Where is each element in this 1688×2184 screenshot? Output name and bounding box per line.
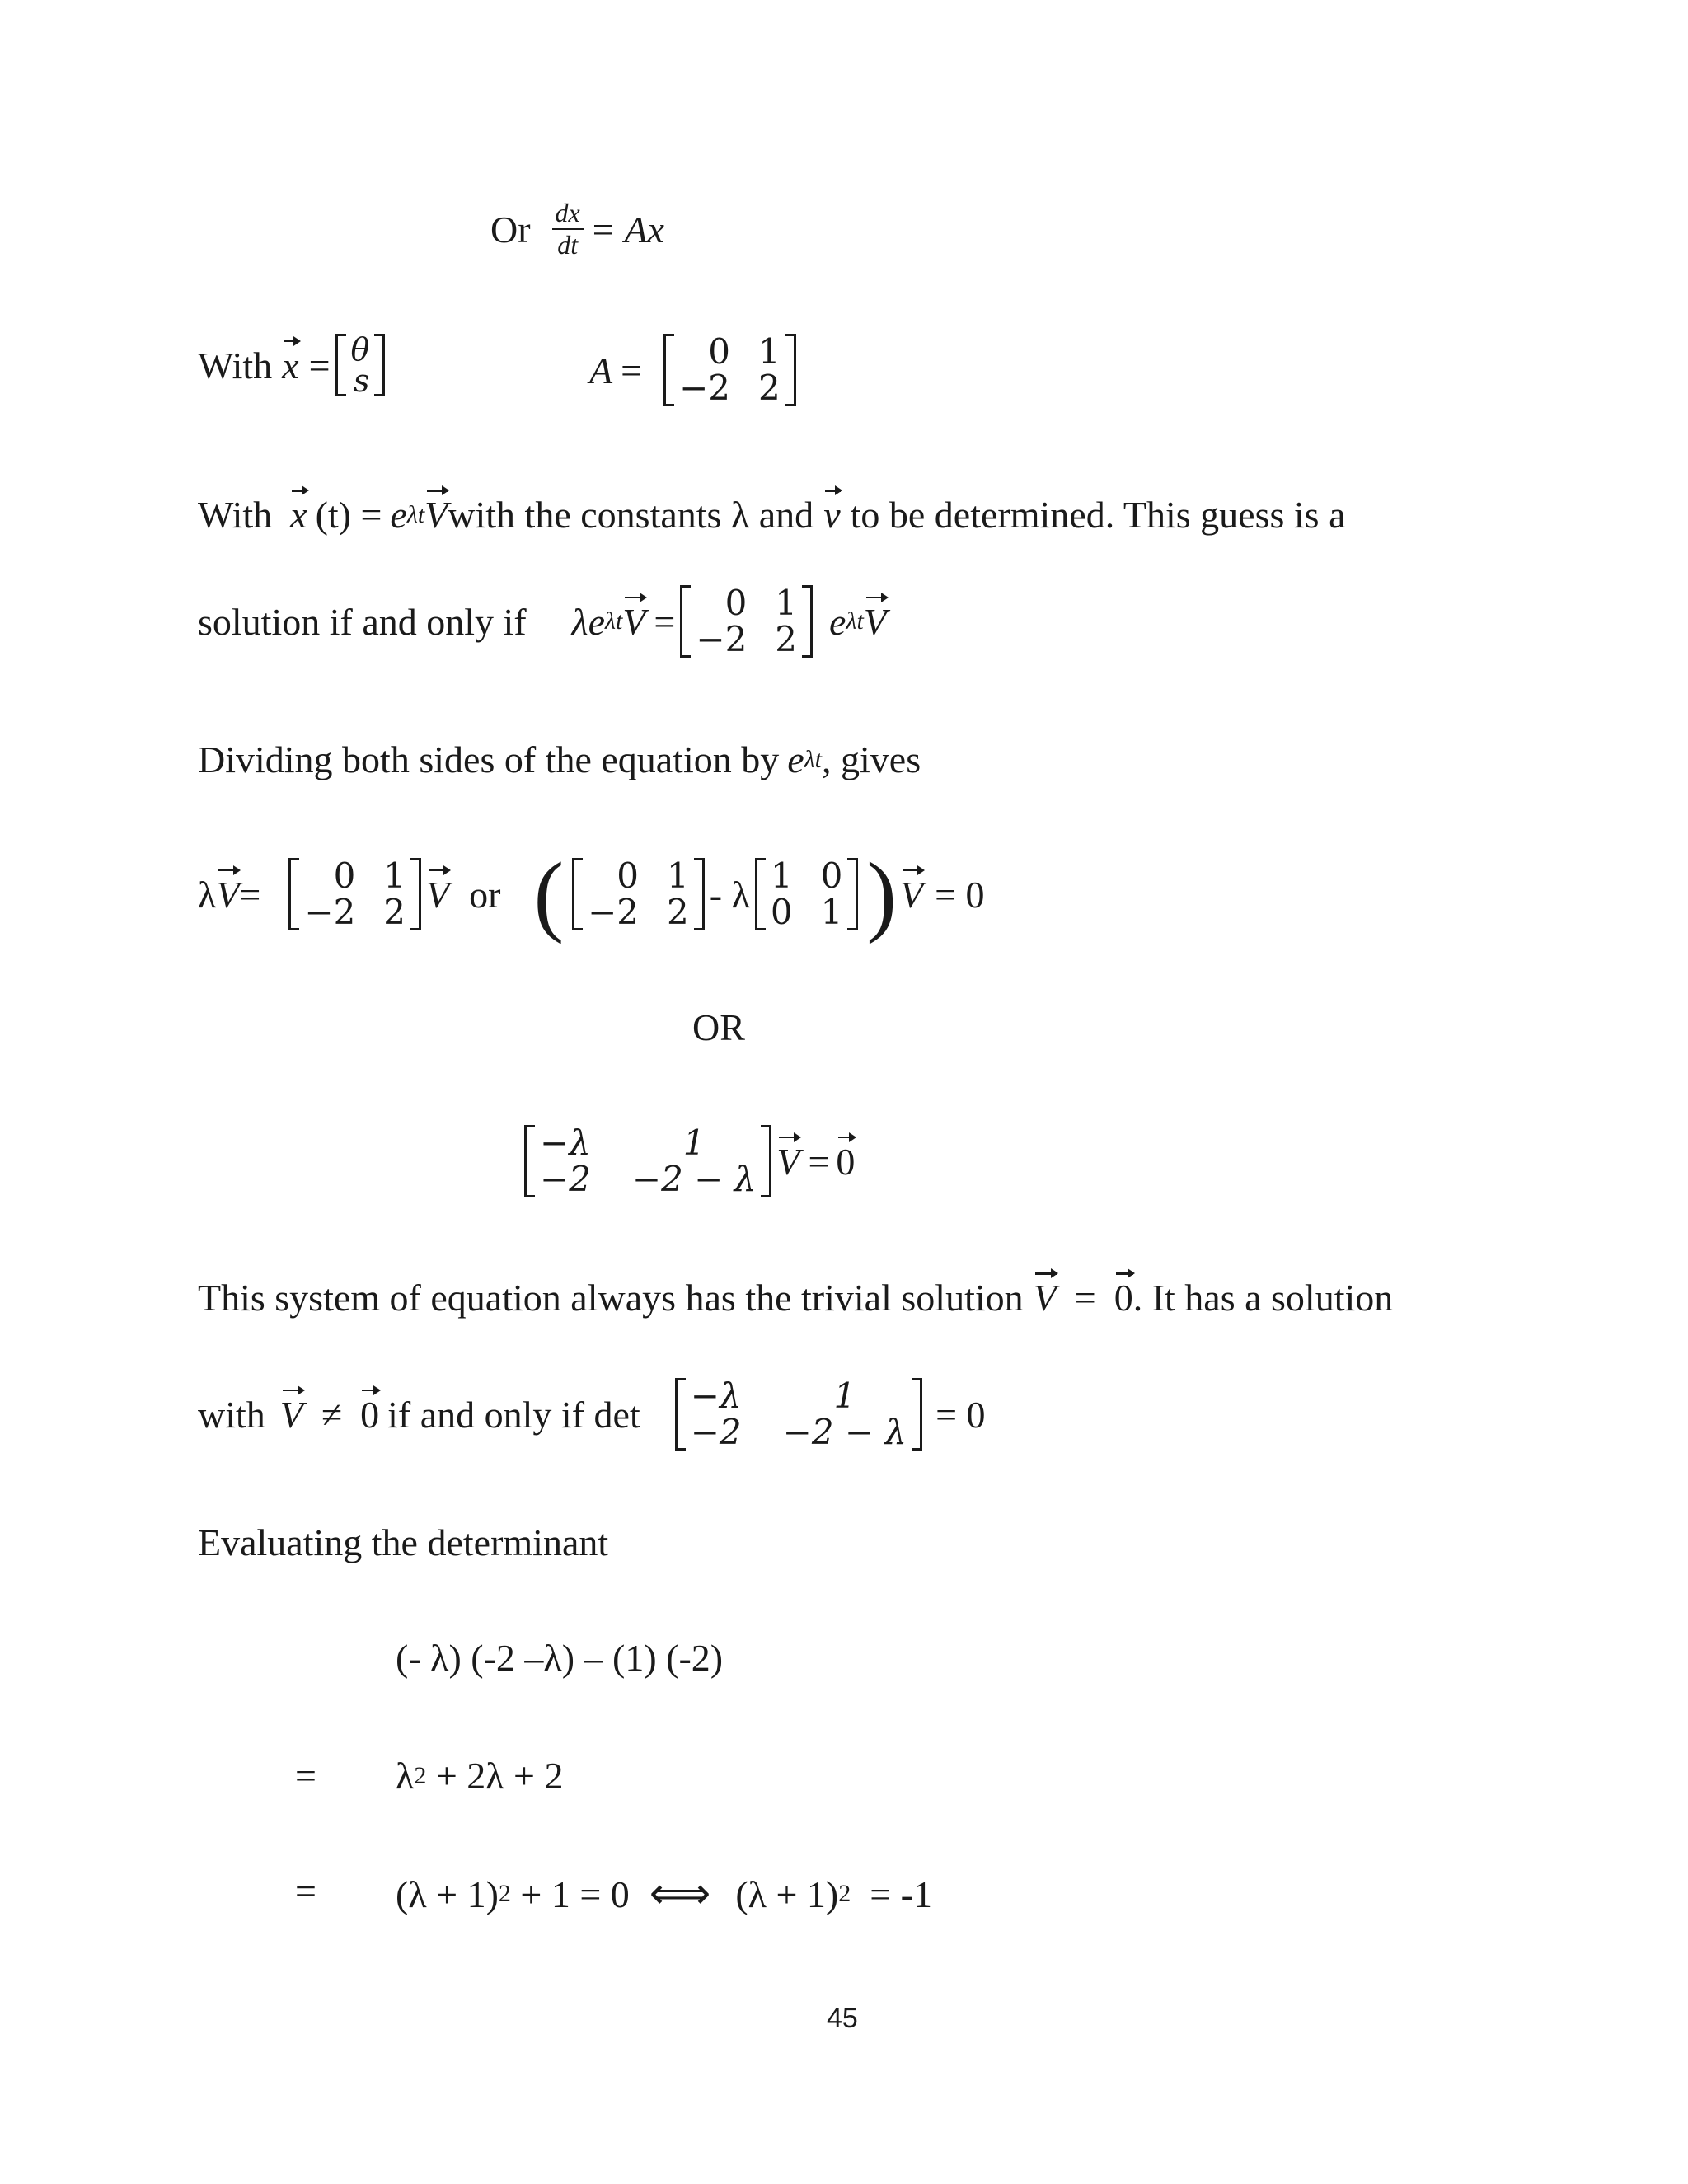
matrix-entry: 1 [770,855,793,896]
matrix-entry: −2 − λ [782,1412,907,1452]
not-equal-sign: ≠ [321,1393,343,1436]
v-vector: V [279,1393,303,1436]
matrix-entry: −2 [540,1159,591,1199]
equation-rhs: = Ax [589,208,664,251]
matrix-entry: 0 [333,855,356,896]
equivalence-arrow: ⟺ [649,1869,711,1919]
matrix-entry: 2 [667,892,689,932]
lambda-exp: λe [571,600,605,643]
exponent: λt [406,500,425,528]
exponential-base: e [787,738,804,780]
completed-square: (λ + 1) [735,1872,839,1915]
text-segment: to be determined. This guess is a [850,494,1346,536]
matrix-entry: 2 [775,619,798,659]
matrix-entry: 0 [770,892,793,932]
derivative-fraction [552,198,584,260]
paragraph-line-11 [198,1521,608,1564]
lambda-symbol: λ [396,1755,415,1797]
paragraph-line-10 [198,1378,986,1451]
exponent: λt [846,607,864,635]
equation-line-8 [519,1122,856,1199]
paragraph-line-5 [198,738,921,781]
matrix-entry: −2 [304,892,356,932]
or-separator [692,1005,745,1049]
exponential-base: e [390,494,407,536]
zero-vector: 0 [360,1393,380,1436]
v-vector: V [863,600,887,643]
or-text: Or [490,208,531,251]
exponent: 2 [414,1761,427,1789]
equation-line-13 [396,1754,564,1797]
state-vector [335,331,386,399]
lambda-symbol: λ [198,873,217,916]
matrix-entry: −2 [588,892,640,932]
matrix-entry: 1 [383,855,406,896]
exponent: 2 [498,1880,511,1907]
equals-sign: = [295,1755,316,1797]
polynomial-rest: + 2λ + 2 [426,1755,564,1797]
text-segment: This system of equation always has the trivial solution [198,1277,1024,1319]
text-segment: Dividing both sides of the equation by [198,738,780,780]
matrix-entry: 1 [757,331,781,372]
or-text: OR [692,1006,745,1048]
text-segment: with the constants λ and [448,494,814,536]
theta-entry: θ [350,331,370,368]
matrix-entry: 1 [682,1122,706,1163]
with-text: With [198,494,273,536]
text-segment: solution if and only if [198,600,527,643]
matrix-entry: −2 [696,619,748,659]
v-vector: V [424,494,448,536]
equals-marker [295,1869,316,1913]
equation-line-14 [396,1869,932,1919]
x-vector: x [282,344,299,387]
fraction-numerator: dx [552,198,584,230]
matrix-entry: 0 [708,331,730,372]
right-paren: ) [866,844,897,944]
with-text: with [198,1393,265,1436]
or-text: or [469,873,501,916]
matrix-entry: −2 [690,1412,742,1452]
equals-sign: = [621,349,643,391]
matrix-a-definition [589,331,801,408]
equals-marker [295,1754,316,1797]
v-vector: V [622,600,646,643]
v-vector: V [900,873,924,916]
equals-sign: = [654,600,676,643]
text-segment: , gives [822,738,921,780]
equals-sign: = [1074,1277,1096,1319]
v-vector-small: v [823,494,841,536]
matrix-entry: 0 [617,855,640,896]
equation-end: = -1 [851,1872,932,1915]
text-segment: . It has a solution [1132,1277,1394,1319]
equals-zero: = 0 [935,1393,986,1436]
minus-lambda: - λ [709,873,750,916]
matrix-entry: −λ [540,1122,591,1163]
exponent: λt [804,745,823,773]
matrix-entry: 1 [775,583,798,623]
v-vector: V [216,873,240,916]
matrix-entry: 0 [724,583,748,623]
with-text: With [198,344,273,387]
paragraph-line-3 [198,493,1345,537]
matrix-a [680,585,813,658]
text-segment: Evaluating the determinant [198,1521,609,1563]
exponential-base: e [829,600,846,643]
characteristic-matrix [675,1378,922,1451]
page-number-text: 45 [827,2003,858,2034]
equation-line-12 [396,1636,723,1680]
text-segment: if and only if det [387,1393,640,1436]
time-arg: (t) = [315,494,382,536]
matrix-entry: 1 [667,855,689,896]
matrix-entry: 2 [383,892,406,932]
zero-vector: 0 [836,1140,856,1183]
matrix-entry: 1 [833,1376,856,1416]
completed-square: (λ + 1) [396,1872,499,1915]
matrix-a [288,855,421,932]
x-vector: x [290,494,307,536]
characteristic-matrix [524,1122,771,1199]
identity-matrix [755,855,858,932]
exponent: λt [604,607,623,635]
equals-sign: = [295,1870,316,1912]
matrix-entry: 2 [757,368,781,408]
matrix-a [572,855,705,932]
equation-line-1 [490,198,664,260]
equals-zero: = 0 [935,873,985,916]
v-vector: V [776,1140,800,1183]
paragraph-line-9 [198,1276,1393,1319]
matrix-entry: 1 [820,892,843,932]
equals-sign: = [239,873,261,916]
fraction-denominator: dt [557,230,579,260]
equals-sign: = [308,344,331,387]
page-number [827,2003,858,2035]
left-paren: ( [533,844,565,944]
zero-vector: 0 [1114,1277,1133,1319]
determinant-expansion: (- λ) (-2 –λ) – (1) (-2) [396,1637,724,1679]
v-vector: V [1033,1277,1057,1319]
matrix-a-label: A [589,349,613,391]
exponent: 2 [838,1880,851,1907]
matrix-entry: −λ [690,1376,742,1416]
matrix-entry: 0 [820,855,843,896]
equation-line-2 [198,331,390,399]
s-entry: s [353,363,370,399]
equation-line-6 [198,844,985,944]
matrix-a [663,331,796,408]
equation-middle: + 1 = 0 [510,1872,630,1915]
matrix-entry: −2 − λ [631,1159,757,1199]
matrix-entry: −2 [679,368,730,408]
v-vector: V [426,873,450,916]
paragraph-line-4 [198,585,887,658]
equals-sign: = [808,1140,830,1183]
